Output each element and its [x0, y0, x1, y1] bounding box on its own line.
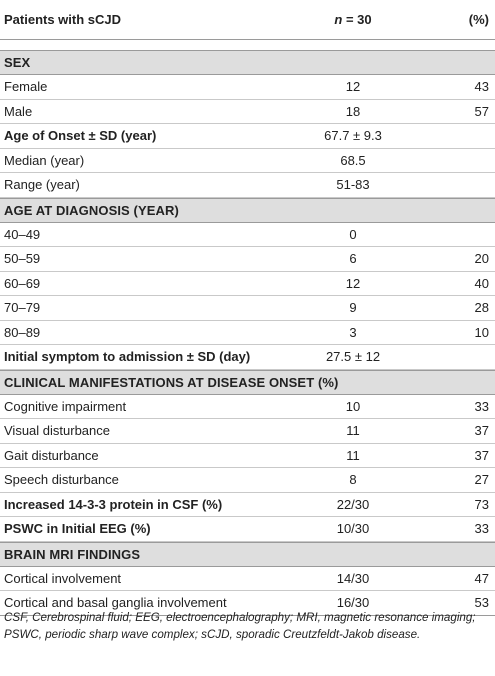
row-pct-value: 57	[474, 103, 489, 119]
row-n-value: 11	[346, 447, 360, 463]
row-label: Initial symptom to admission ± SD (day)	[4, 349, 251, 365]
row-label: 60–69	[4, 275, 41, 291]
row-pct-value: 10	[474, 324, 489, 340]
row-n-value: 0	[349, 226, 357, 242]
row-n-value: 27.5 ± 12	[325, 349, 381, 365]
table-row	[0, 493, 495, 518]
row-label: Increased 14-3-3 protein in CSF (%)	[4, 496, 223, 512]
table-row	[0, 223, 495, 248]
row-n-value: 12	[345, 79, 361, 95]
row-label: PSWC in Initial EEG (%)	[4, 521, 151, 537]
table-row	[0, 247, 495, 272]
row-n-value: 9	[349, 300, 357, 316]
table-row	[0, 567, 495, 592]
table-row	[0, 100, 495, 125]
row-pct-value: 40	[474, 275, 489, 291]
table-row	[0, 444, 495, 469]
row-label: 40–49	[4, 226, 41, 242]
row-pct-value: 33	[474, 521, 489, 537]
section-label: AGE AT DIAGNOSIS (YEAR)	[4, 202, 179, 218]
row-pct-value: 47	[474, 570, 489, 586]
row-n-value: 18	[345, 103, 361, 119]
header-n-value: = 30	[342, 12, 372, 27]
row-n-value: 16/30	[336, 595, 370, 611]
table-row	[0, 419, 495, 444]
row-n-value: 8	[349, 472, 357, 488]
section-header-row	[0, 542, 495, 567]
row-n-value: 10/30	[336, 521, 370, 537]
row-pct-value: 33	[474, 398, 489, 414]
row-n-value: 51-83	[336, 177, 370, 193]
table-row	[0, 75, 495, 100]
table-row	[0, 296, 495, 321]
row-n-value: 12	[345, 275, 361, 291]
row-label: Gait disturbance	[4, 447, 99, 463]
section-label: BRAIN MRI FINDINGS	[4, 546, 141, 562]
row-label: Visual disturbance	[4, 423, 110, 439]
row-label: Cortical and basal ganglia involvement	[4, 595, 227, 611]
table-row	[0, 321, 495, 346]
table-row	[0, 395, 495, 420]
row-label: Median (year)	[4, 152, 85, 168]
row-n-value: 6	[349, 251, 357, 267]
table-row	[0, 173, 495, 198]
row-label: Cognitive impairment	[4, 398, 127, 414]
row-n-value: 22/30	[336, 496, 370, 512]
table-footnote: CSF, Cerebrospinal fluid; EEG, electroencephalography; MRI, magnetic resonance imaging; PSWC, periodic sharp wave complex; sCJD, sporadic Creutzfeldt-Jakob disease.	[4, 611, 476, 641]
table-row	[0, 272, 495, 297]
row-pct-value: 37	[474, 423, 489, 439]
row-n-value: 67.7 ± 9.3	[324, 128, 382, 144]
row-label: Cortical involvement	[4, 570, 122, 586]
row-label: Male	[4, 103, 33, 119]
header-spacer	[0, 40, 495, 50]
row-pct-value: 20	[474, 251, 489, 267]
header-pct: (%)	[468, 12, 489, 27]
row-pct-value: 43	[474, 79, 489, 95]
row-pct-value: 28	[474, 300, 489, 316]
section-label: CLINICAL MANIFESTATIONS AT DISEASE ONSET (%)	[4, 374, 339, 390]
row-label: 80–89	[4, 324, 41, 340]
table-row	[0, 517, 495, 542]
section-label: SEX	[4, 55, 31, 70]
header-n-prefix: n	[334, 12, 343, 27]
row-label: Range (year)	[4, 177, 80, 193]
row-label: Female	[4, 79, 48, 95]
row-n-value: 3	[349, 324, 357, 340]
table-body	[0, 50, 495, 616]
section-header-row	[0, 370, 495, 395]
section-header-row	[0, 198, 495, 223]
table-row	[0, 149, 495, 174]
header-label: Patients with sCJD	[4, 12, 122, 27]
table-row	[0, 468, 495, 493]
row-pct-value: 27	[474, 472, 489, 488]
table-row	[0, 124, 495, 149]
row-label: Age of Onset ± SD (year)	[4, 128, 157, 144]
row-label: Speech disturbance	[4, 472, 119, 488]
row-pct-value: 53	[474, 595, 489, 611]
table-header	[0, 0, 495, 40]
row-n-value: 11	[346, 423, 360, 439]
row-label: 50–59	[4, 251, 41, 267]
header-n	[308, 0, 398, 39]
section-header-row	[0, 50, 495, 75]
row-n-value: 10	[345, 398, 361, 414]
row-n-value: 68.5	[340, 152, 366, 168]
table-row	[0, 345, 495, 370]
row-pct-value: 73	[474, 496, 489, 512]
row-pct-value: 37	[474, 447, 489, 463]
row-label: 70–79	[4, 300, 41, 316]
row-n-value: 14/30	[336, 570, 370, 586]
